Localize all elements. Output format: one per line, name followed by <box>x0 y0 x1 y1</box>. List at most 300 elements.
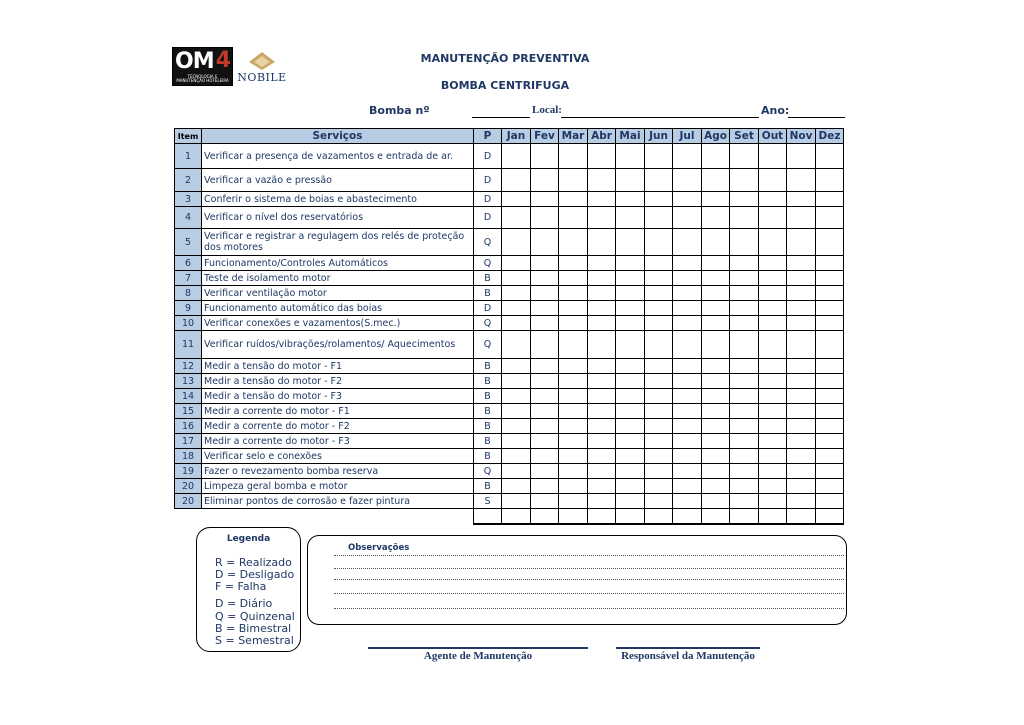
month-cell-jun[interactable] <box>645 331 673 359</box>
month-cell-ago[interactable] <box>702 374 730 389</box>
month-cell-nov[interactable] <box>787 256 816 271</box>
month-cell-mar[interactable] <box>559 359 588 374</box>
month-cell-dez[interactable] <box>816 419 844 434</box>
month-cell-jun[interactable] <box>645 271 673 286</box>
month-cell-out[interactable] <box>759 419 787 434</box>
table-row <box>175 316 844 331</box>
month-cell-set[interactable] <box>730 389 759 404</box>
month-cell-mai[interactable] <box>616 494 645 509</box>
month-cell-out[interactable] <box>759 169 787 192</box>
row-service-description: Verificar ruídos/vibrações/rolamentos/ Aquecimentos <box>202 331 474 359</box>
month-cell-abr[interactable] <box>588 256 616 271</box>
month-cell-jul[interactable] <box>673 404 702 419</box>
month-cell-nov[interactable] <box>787 207 816 229</box>
month-cell-abr[interactable] <box>588 286 616 301</box>
month-header-jan: Jan <box>502 129 531 144</box>
row-periodicity: D <box>474 169 502 192</box>
month-cell-mar[interactable] <box>559 494 588 509</box>
month-cell-out[interactable] <box>759 207 787 229</box>
month-cell-abr[interactable] <box>588 229 616 256</box>
month-cell-dez[interactable] <box>816 509 844 524</box>
month-cell-jun[interactable] <box>645 374 673 389</box>
month-cell-jul[interactable] <box>673 192 702 207</box>
month-cell-jan[interactable] <box>502 419 531 434</box>
month-cell-mar[interactable] <box>559 389 588 404</box>
month-cell-jun[interactable] <box>645 479 673 494</box>
month-cell-set[interactable] <box>730 374 759 389</box>
month-cell-abr[interactable] <box>588 494 616 509</box>
row-service-description: Medir a corrente do motor - F2 <box>202 419 474 434</box>
month-cell-abr[interactable] <box>588 359 616 374</box>
month-cell-mai[interactable] <box>616 169 645 192</box>
month-cell-jul[interactable] <box>673 419 702 434</box>
month-cell-nov[interactable] <box>787 389 816 404</box>
month-cell-jul[interactable] <box>673 359 702 374</box>
month-cell-nov[interactable] <box>787 404 816 419</box>
month-cell-jun[interactable] <box>645 192 673 207</box>
month-cell-ago[interactable] <box>702 419 730 434</box>
month-cell-jul[interactable] <box>673 464 702 479</box>
month-cell-ago[interactable] <box>702 229 730 256</box>
month-cell-mar[interactable] <box>559 207 588 229</box>
month-cell-out[interactable] <box>759 479 787 494</box>
month-cell-ago[interactable] <box>702 509 730 524</box>
month-cell-jul[interactable] <box>673 207 702 229</box>
month-cell-fev[interactable] <box>531 404 559 419</box>
month-cell-nov[interactable] <box>787 144 816 169</box>
month-cell-out[interactable] <box>759 192 787 207</box>
month-cell-jan[interactable] <box>502 494 531 509</box>
month-cell-fev[interactable] <box>531 494 559 509</box>
month-cell-dez[interactable] <box>816 434 844 449</box>
month-cell-out[interactable] <box>759 389 787 404</box>
month-cell-jun[interactable] <box>645 419 673 434</box>
month-cell-fev[interactable] <box>531 449 559 464</box>
month-cell-mar[interactable] <box>559 434 588 449</box>
month-cell-dez[interactable] <box>816 169 844 192</box>
month-cell-fev[interactable] <box>531 301 559 316</box>
month-cell-mar[interactable] <box>559 271 588 286</box>
month-cell-ago[interactable] <box>702 301 730 316</box>
month-cell-nov[interactable] <box>787 301 816 316</box>
month-cell-nov[interactable] <box>787 374 816 389</box>
month-cell-jan[interactable] <box>502 169 531 192</box>
row-service-description: Verificar a vazão e pressão <box>202 169 474 192</box>
month-cell-jan[interactable] <box>502 144 531 169</box>
month-cell-jul[interactable] <box>673 229 702 256</box>
month-cell-nov[interactable] <box>787 331 816 359</box>
month-cell-nov[interactable] <box>787 509 816 524</box>
month-header-fev: Fev <box>531 129 559 144</box>
month-cell-mai[interactable] <box>616 404 645 419</box>
month-cell-out[interactable] <box>759 434 787 449</box>
month-cell-set[interactable] <box>730 207 759 229</box>
month-cell-jan[interactable] <box>502 404 531 419</box>
month-cell-jan[interactable] <box>502 192 531 207</box>
month-cell-mai[interactable] <box>616 229 645 256</box>
month-cell-fev[interactable] <box>531 207 559 229</box>
month-cell-nov[interactable] <box>787 449 816 464</box>
month-cell-out[interactable] <box>759 494 787 509</box>
month-cell-ago[interactable] <box>702 331 730 359</box>
month-cell-jun[interactable] <box>645 359 673 374</box>
month-cell-abr[interactable] <box>588 271 616 286</box>
month-cell-ago[interactable] <box>702 207 730 229</box>
month-cell-nov[interactable] <box>787 359 816 374</box>
agent-signature-line[interactable] <box>368 647 588 649</box>
month-cell-mai[interactable] <box>616 331 645 359</box>
month-cell-abr[interactable] <box>588 509 616 524</box>
month-cell-ago[interactable] <box>702 359 730 374</box>
month-cell-fev[interactable] <box>531 419 559 434</box>
month-cell-dez[interactable] <box>816 464 844 479</box>
month-cell-ago[interactable] <box>702 169 730 192</box>
month-cell-jan[interactable] <box>502 256 531 271</box>
month-cell-abr[interactable] <box>588 449 616 464</box>
month-cell-out[interactable] <box>759 359 787 374</box>
month-cell-nov[interactable] <box>787 494 816 509</box>
month-cell-set[interactable] <box>730 286 759 301</box>
table-row <box>175 419 844 434</box>
month-cell-dez[interactable] <box>816 301 844 316</box>
month-cell-jan[interactable] <box>502 479 531 494</box>
table-row <box>175 479 844 494</box>
month-cell-mai[interactable] <box>616 359 645 374</box>
month-cell-dez[interactable] <box>816 494 844 509</box>
month-cell-jun[interactable] <box>645 144 673 169</box>
month-cell-jul[interactable] <box>673 509 702 524</box>
month-cell-mar[interactable] <box>559 169 588 192</box>
month-cell-ago[interactable] <box>702 316 730 331</box>
month-cell-mar[interactable] <box>559 331 588 359</box>
month-cell-out[interactable] <box>759 509 787 524</box>
month-cell-dez[interactable] <box>816 144 844 169</box>
month-cell-mar[interactable] <box>559 374 588 389</box>
month-cell-ago[interactable] <box>702 256 730 271</box>
month-cell-mar[interactable] <box>559 192 588 207</box>
month-cell-abr[interactable] <box>588 404 616 419</box>
month-cell-jun[interactable] <box>645 494 673 509</box>
month-cell-mai[interactable] <box>616 374 645 389</box>
month-cell-ago[interactable] <box>702 479 730 494</box>
month-cell-mai[interactable] <box>616 509 645 524</box>
month-cell-mai[interactable] <box>616 301 645 316</box>
table-row <box>175 144 844 169</box>
month-cell-out[interactable] <box>759 271 787 286</box>
month-cell-mar[interactable] <box>559 464 588 479</box>
month-cell-jun[interactable] <box>645 404 673 419</box>
month-cell-mar[interactable] <box>559 509 588 524</box>
month-cell-jun[interactable] <box>645 464 673 479</box>
month-cell-mai[interactable] <box>616 144 645 169</box>
month-cell-set[interactable] <box>730 316 759 331</box>
month-cell-jul[interactable] <box>673 494 702 509</box>
month-cell-nov[interactable] <box>787 286 816 301</box>
month-cell-set[interactable] <box>730 509 759 524</box>
services-table <box>174 128 844 525</box>
row-service-description: Medir a corrente do motor - F1 <box>202 404 474 419</box>
month-cell-mar[interactable] <box>559 479 588 494</box>
month-cell-fev[interactable] <box>531 192 559 207</box>
month-cell-dez[interactable] <box>816 229 844 256</box>
month-cell-jun[interactable] <box>645 389 673 404</box>
month-cell-nov[interactable] <box>787 464 816 479</box>
month-cell-ago[interactable] <box>702 192 730 207</box>
row-service-description: Verificar a presença de vazamentos e entrada de ar. <box>202 144 474 169</box>
month-cell-nov[interactable] <box>787 271 816 286</box>
month-cell-jan[interactable] <box>502 271 531 286</box>
month-cell-abr[interactable] <box>588 144 616 169</box>
month-cell-dez[interactable] <box>816 449 844 464</box>
month-cell-jun[interactable] <box>645 301 673 316</box>
month-cell-out[interactable] <box>759 374 787 389</box>
month-cell-set[interactable] <box>730 144 759 169</box>
month-cell-jul[interactable] <box>673 389 702 404</box>
month-cell-dez[interactable] <box>816 192 844 207</box>
month-cell-fev[interactable] <box>531 434 559 449</box>
month-cell-mai[interactable] <box>616 192 645 207</box>
row-service-description: Medir a tensão do motor - F1 <box>202 359 474 374</box>
month-cell-jun[interactable] <box>645 286 673 301</box>
month-cell-abr[interactable] <box>588 389 616 404</box>
row-periodicity: B <box>474 271 502 286</box>
month-cell-jul[interactable] <box>673 271 702 286</box>
month-cell-jun[interactable] <box>645 207 673 229</box>
month-cell-mai[interactable] <box>616 256 645 271</box>
row-periodicity: Q <box>474 229 502 256</box>
ano-field[interactable] <box>788 117 845 118</box>
month-cell-fev[interactable] <box>531 479 559 494</box>
month-cell-abr[interactable] <box>588 192 616 207</box>
month-cell-dez[interactable] <box>816 256 844 271</box>
month-cell-ago[interactable] <box>702 286 730 301</box>
month-cell-out[interactable] <box>759 316 787 331</box>
month-cell-fev[interactable] <box>531 256 559 271</box>
month-cell-mar[interactable] <box>559 144 588 169</box>
month-cell-jul[interactable] <box>673 301 702 316</box>
month-cell-jan[interactable] <box>502 229 531 256</box>
month-cell-set[interactable] <box>730 494 759 509</box>
month-cell-jul[interactable] <box>673 144 702 169</box>
month-cell-abr[interactable] <box>588 419 616 434</box>
month-cell-mar[interactable] <box>559 316 588 331</box>
month-cell-jan[interactable] <box>502 389 531 404</box>
month-cell-jul[interactable] <box>673 434 702 449</box>
table-row <box>175 192 844 207</box>
legend-title: Legenda <box>226 534 271 544</box>
month-cell-jan[interactable] <box>502 434 531 449</box>
month-cell-dez[interactable] <box>816 331 844 359</box>
month-cell-ago[interactable] <box>702 389 730 404</box>
month-cell-abr[interactable] <box>588 464 616 479</box>
month-cell-out[interactable] <box>759 229 787 256</box>
month-cell-jan[interactable] <box>502 207 531 229</box>
month-cell-out[interactable] <box>759 256 787 271</box>
month-cell-set[interactable] <box>730 256 759 271</box>
month-cell-out[interactable] <box>759 449 787 464</box>
month-cell-mai[interactable] <box>616 207 645 229</box>
month-cell-jan[interactable] <box>502 331 531 359</box>
month-cell-jul[interactable] <box>673 286 702 301</box>
month-cell-abr[interactable] <box>588 434 616 449</box>
month-cell-out[interactable] <box>759 301 787 316</box>
month-cell-ago[interactable] <box>702 494 730 509</box>
month-cell-abr[interactable] <box>588 316 616 331</box>
month-cell-ago[interactable] <box>702 144 730 169</box>
month-cell-set[interactable] <box>730 229 759 256</box>
month-cell-abr[interactable] <box>588 301 616 316</box>
month-cell-mai[interactable] <box>616 286 645 301</box>
month-cell-dez[interactable] <box>816 389 844 404</box>
month-cell-mar[interactable] <box>559 419 588 434</box>
month-cell-jul[interactable] <box>673 169 702 192</box>
responsible-signature-label: Responsável da Manutenção <box>621 650 755 662</box>
month-cell-fev[interactable] <box>531 509 559 524</box>
month-cell-jun[interactable] <box>645 449 673 464</box>
month-cell-jul[interactable] <box>673 316 702 331</box>
month-cell-mai[interactable] <box>616 464 645 479</box>
month-cell-jun[interactable] <box>645 509 673 524</box>
month-cell-dez[interactable] <box>816 359 844 374</box>
row-item-number: 7 <box>175 271 202 286</box>
month-cell-fev[interactable] <box>531 316 559 331</box>
month-cell-abr[interactable] <box>588 479 616 494</box>
month-cell-fev[interactable] <box>531 359 559 374</box>
month-cell-mai[interactable] <box>616 271 645 286</box>
month-cell-jan[interactable] <box>502 449 531 464</box>
month-cell-mai[interactable] <box>616 419 645 434</box>
legend-item: F = Falha <box>215 580 267 593</box>
month-cell-nov[interactable] <box>787 434 816 449</box>
month-cell-dez[interactable] <box>816 479 844 494</box>
local-field[interactable] <box>561 117 759 118</box>
table-row <box>175 404 844 419</box>
month-cell-fev[interactable] <box>531 464 559 479</box>
month-cell-set[interactable] <box>730 449 759 464</box>
month-cell-mai[interactable] <box>616 434 645 449</box>
table-row <box>175 229 844 256</box>
month-cell-mar[interactable] <box>559 286 588 301</box>
month-cell-abr[interactable] <box>588 374 616 389</box>
month-cell-fev[interactable] <box>531 331 559 359</box>
month-cell-set[interactable] <box>730 479 759 494</box>
month-cell-fev[interactable] <box>531 144 559 169</box>
month-cell-jan[interactable] <box>502 374 531 389</box>
month-cell-dez[interactable] <box>816 374 844 389</box>
table-row <box>175 449 844 464</box>
month-cell-dez[interactable] <box>816 286 844 301</box>
month-cell-jun[interactable] <box>645 229 673 256</box>
month-cell-out[interactable] <box>759 404 787 419</box>
month-cell-jul[interactable] <box>673 256 702 271</box>
month-cell-jan[interactable] <box>502 301 531 316</box>
month-cell-set[interactable] <box>730 169 759 192</box>
month-cell-fev[interactable] <box>531 229 559 256</box>
month-cell-mar[interactable] <box>559 301 588 316</box>
month-cell-fev[interactable] <box>531 169 559 192</box>
month-cell-set[interactable] <box>730 434 759 449</box>
month-cell-jun[interactable] <box>645 434 673 449</box>
month-cell-dez[interactable] <box>816 207 844 229</box>
month-cell-fev[interactable] <box>531 286 559 301</box>
month-cell-jan[interactable] <box>502 286 531 301</box>
month-cell-nov[interactable] <box>787 479 816 494</box>
observations-box[interactable] <box>307 535 847 625</box>
month-cell-mar[interactable] <box>559 256 588 271</box>
month-cell-dez[interactable] <box>816 271 844 286</box>
month-cell-set[interactable] <box>730 301 759 316</box>
month-cell-mai[interactable] <box>616 449 645 464</box>
month-cell-jun[interactable] <box>645 256 673 271</box>
month-cell-set[interactable] <box>730 419 759 434</box>
month-cell-fev[interactable] <box>531 374 559 389</box>
month-cell-nov[interactable] <box>787 229 816 256</box>
month-cell-mar[interactable] <box>559 229 588 256</box>
month-cell-abr[interactable] <box>588 207 616 229</box>
responsible-signature-line[interactable] <box>616 647 760 649</box>
month-cell-out[interactable] <box>759 144 787 169</box>
month-cell-nov[interactable] <box>787 169 816 192</box>
month-cell-jan[interactable] <box>502 359 531 374</box>
month-cell-jul[interactable] <box>673 331 702 359</box>
month-cell-mar[interactable] <box>559 404 588 419</box>
row-service-description: Verificar e registrar a regulagem dos relés de proteção dos motores <box>202 229 474 256</box>
month-cell-mai[interactable] <box>616 316 645 331</box>
month-cell-jan[interactable] <box>502 509 531 524</box>
month-cell-abr[interactable] <box>588 331 616 359</box>
month-cell-out[interactable] <box>759 331 787 359</box>
month-cell-ago[interactable] <box>702 404 730 419</box>
month-cell-set[interactable] <box>730 331 759 359</box>
month-cell-jan[interactable] <box>502 316 531 331</box>
month-cell-jul[interactable] <box>673 449 702 464</box>
month-cell-jan[interactable] <box>502 464 531 479</box>
month-cell-jun[interactable] <box>645 169 673 192</box>
month-cell-ago[interactable] <box>702 464 730 479</box>
month-cell-ago[interactable] <box>702 434 730 449</box>
bomba-field[interactable] <box>472 117 530 118</box>
month-cell-abr[interactable] <box>588 169 616 192</box>
month-cell-dez[interactable] <box>816 404 844 419</box>
month-cell-ago[interactable] <box>702 271 730 286</box>
table-row <box>175 169 844 192</box>
month-cell-fev[interactable] <box>531 389 559 404</box>
month-cell-mai[interactable] <box>616 479 645 494</box>
row-periodicity: Q <box>474 316 502 331</box>
month-cell-set[interactable] <box>730 404 759 419</box>
month-cell-nov[interactable] <box>787 316 816 331</box>
month-cell-fev[interactable] <box>531 271 559 286</box>
month-header-jun: Jun <box>645 129 673 144</box>
month-cell-nov[interactable] <box>787 192 816 207</box>
row-item-number: 3 <box>175 192 202 207</box>
month-cell-mar[interactable] <box>559 449 588 464</box>
month-cell-set[interactable] <box>730 271 759 286</box>
month-cell-set[interactable] <box>730 192 759 207</box>
month-cell-nov[interactable] <box>787 419 816 434</box>
month-cell-out[interactable] <box>759 286 787 301</box>
month-cell-mai[interactable] <box>616 389 645 404</box>
month-cell-ago[interactable] <box>702 449 730 464</box>
month-cell-jul[interactable] <box>673 479 702 494</box>
month-cell-jul[interactable] <box>673 374 702 389</box>
month-cell-dez[interactable] <box>816 316 844 331</box>
col-p-header: P <box>474 129 502 144</box>
month-cell-set[interactable] <box>730 464 759 479</box>
month-cell-jun[interactable] <box>645 316 673 331</box>
month-cell-set[interactable] <box>730 359 759 374</box>
month-cell-out[interactable] <box>759 464 787 479</box>
